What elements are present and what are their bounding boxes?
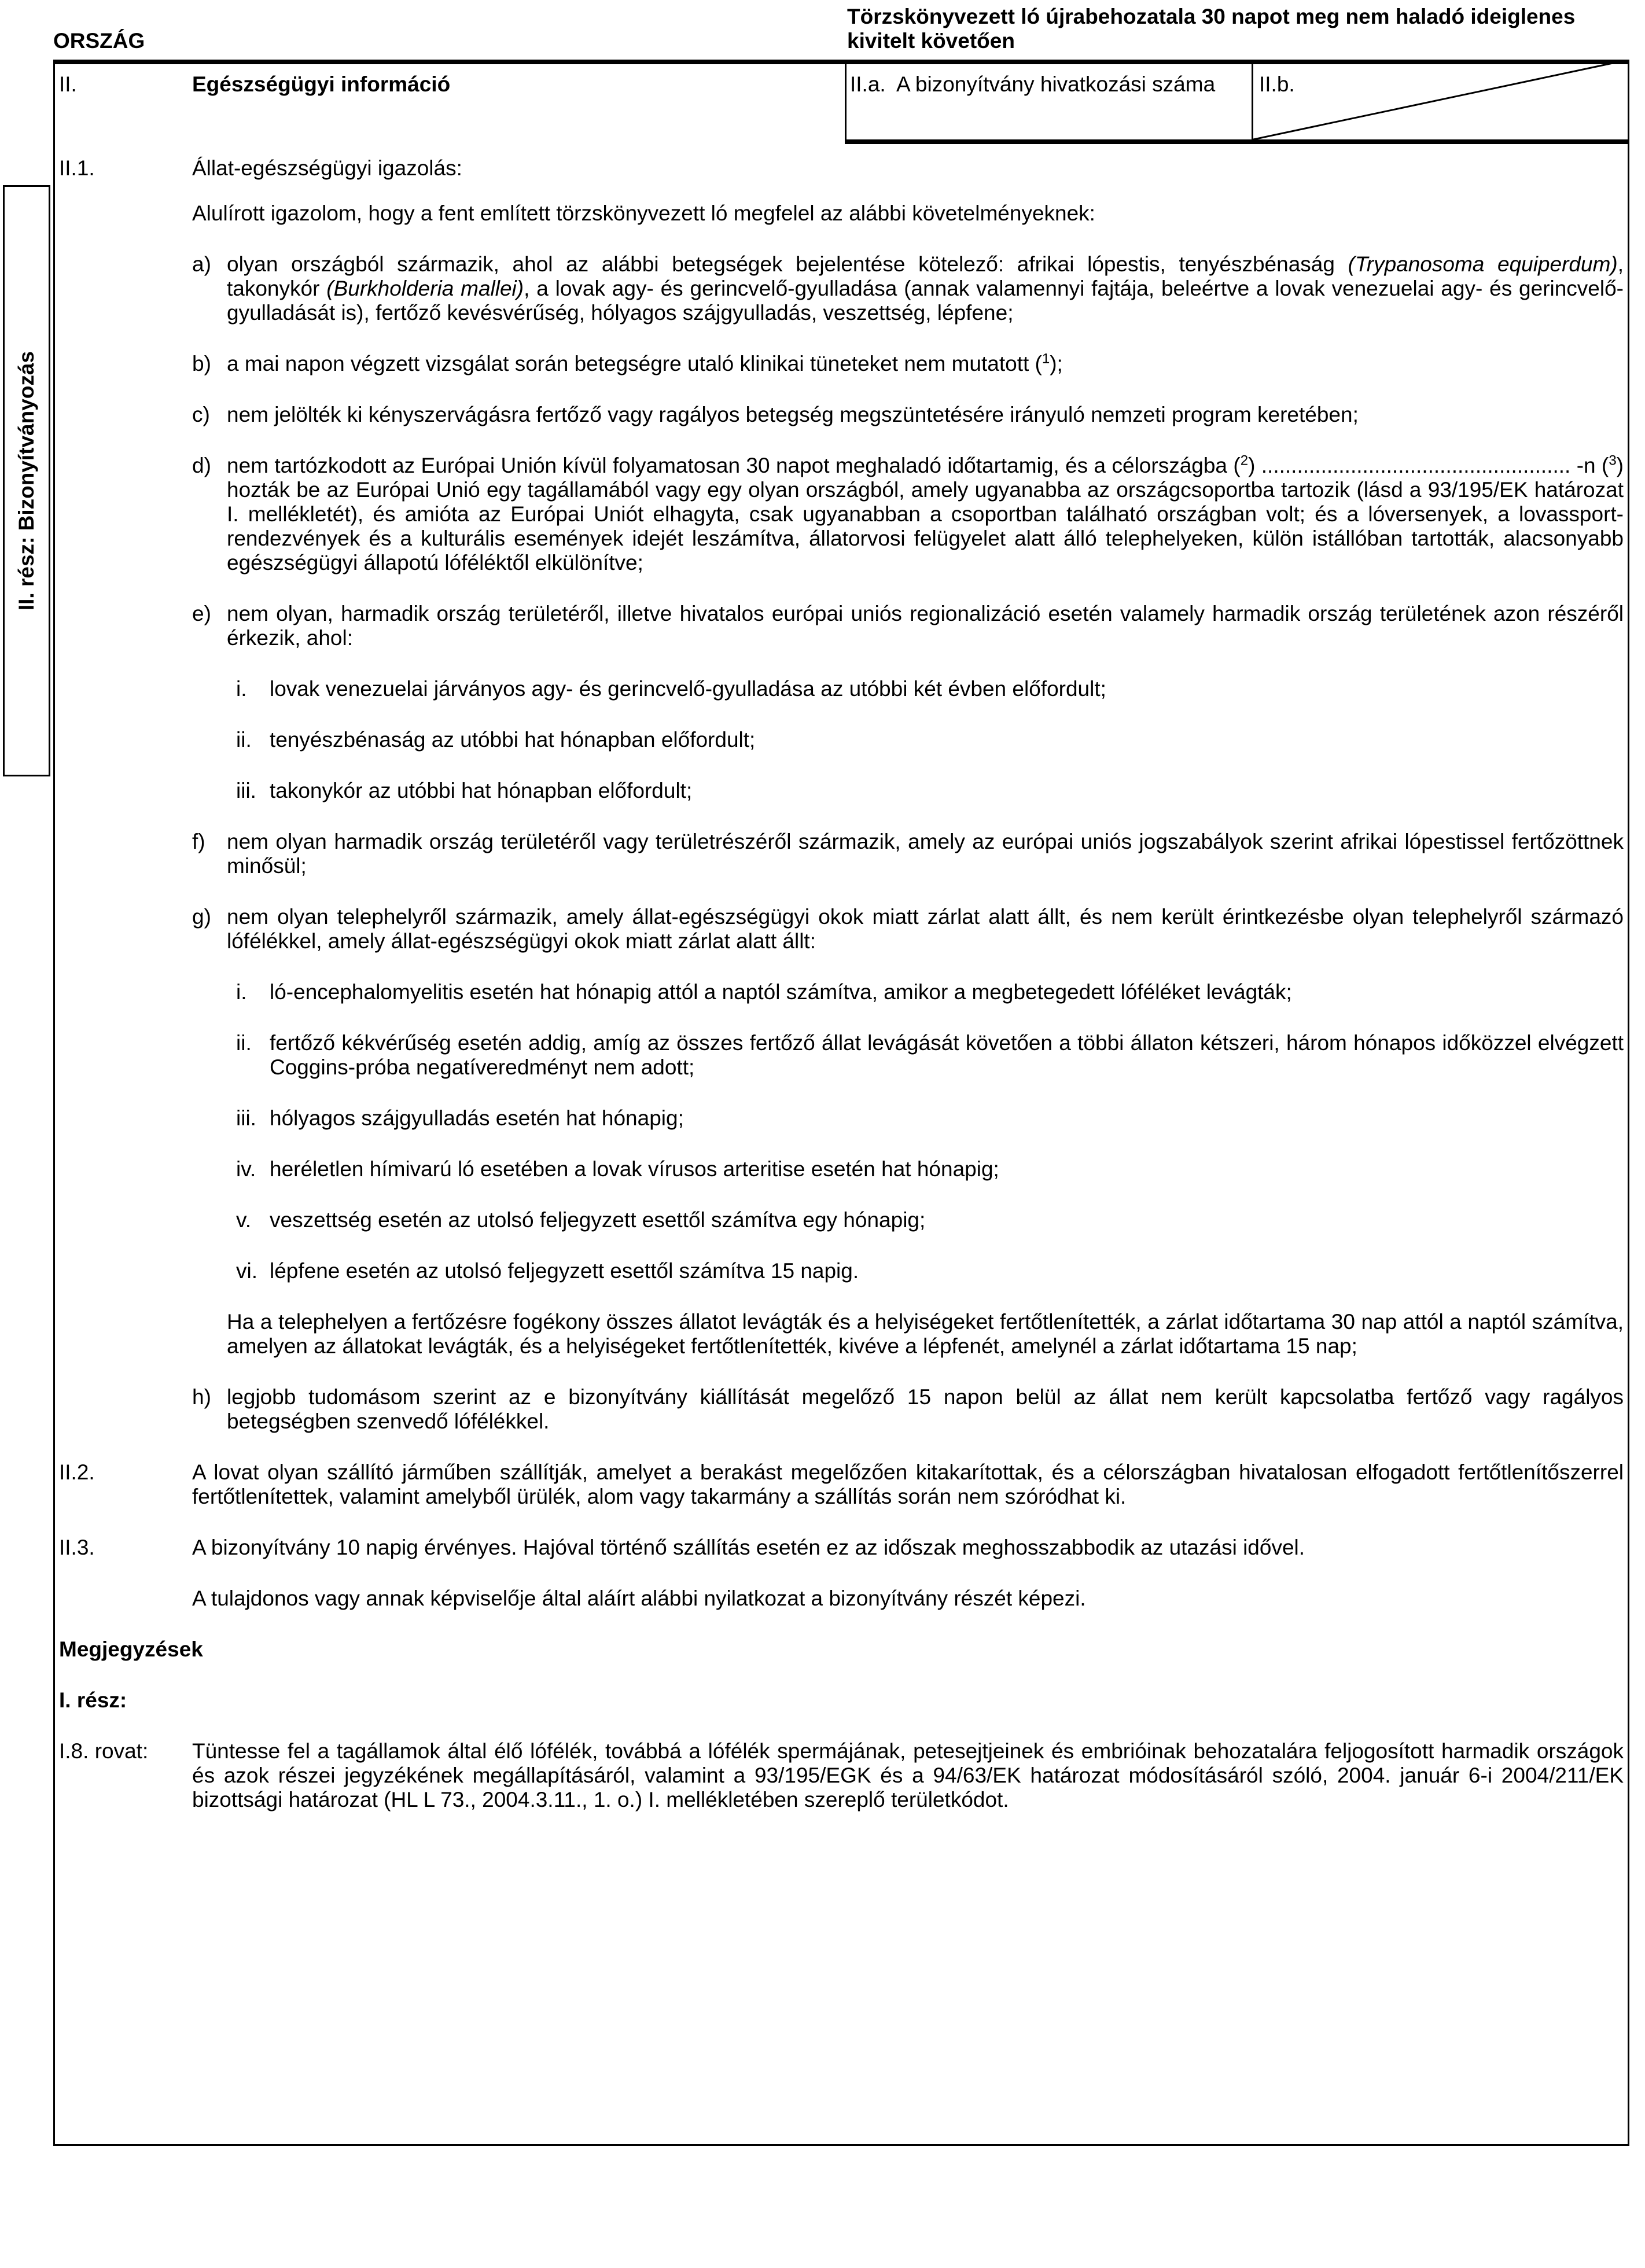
item-letter: b): [192, 352, 211, 375]
sub-item: [236, 1208, 1624, 1232]
item-text: nem olyan harmadik ország területéről vagy területrészéről származik, amely az európai uniós jogszabályok szerint afrikai lópestissel fertőzöttnek minősül;: [227, 830, 1624, 878]
part-sidebar: [3, 185, 50, 776]
item-letter: c): [192, 403, 210, 426]
item-c: [192, 403, 1624, 427]
i8-label: I.8. rovat:: [59, 1739, 149, 1763]
item-text: nem olyan telephelyről származik, amely állat-egészségügyi okok miatt zárlat alatt állt, és nem került érintkezésbe olyan telephelyről származó lófélékkel, amely állat-egészségügyi okok miatt zárlat alatt állt:: [227, 905, 1624, 953]
sub-item: [236, 728, 1624, 752]
text: ) .................................................... -n (: [1248, 454, 1609, 477]
sub-text: lépfene esetén az utolsó feljegyzett esettől számítva 15 napig.: [270, 1259, 859, 1283]
item-letter: f): [192, 830, 205, 853]
cell-b-number: II.b.: [1259, 72, 1295, 96]
sub-number: iii.: [236, 779, 256, 802]
section-number: II.: [59, 72, 77, 96]
sub-item: [236, 779, 1624, 803]
ii3-text: A bizonyítvány 10 napig érvényes. Hajóval történő szállítás esetén ez az időszak meghosszabbodik az utazási idővel.: [192, 1536, 1305, 1559]
sub-number: iii.: [236, 1106, 256, 1130]
content: [59, 156, 1627, 1839]
italic-text: (Burkholderia mallei): [326, 277, 524, 300]
text: , a lovak agy- és gerincvelő-gyulladása (annak valamennyi fajtája, beleértve a lovak venezuelai agy- és gerincvelő-gyulladását is), fertőző kevésvérűség, hólyagos szájgyulladás, veszettség, lépfene;: [227, 277, 1624, 325]
ii3-declaration-note: A tulajdonos vagy annak képviselője által aláírt alábbi nyilatkozat a bizonyítvány részét képezi.: [192, 1586, 1086, 1610]
item-letter: g): [192, 905, 211, 929]
item-g-note: Ha a telephelyen a fertőzésre fogékony összes állatot levágták és a helyiségeket fertőtlenítették, a zárlat időtartama 30 nap attól a naptól számítva, amelyen az állatokat levágták, és a helyiségeket fertőtlenítették, kivéve a lépfenét, amelynél a zárlat időtartama 15 nap;: [227, 1310, 1624, 1358]
text: );: [1050, 352, 1063, 375]
ii1-number: II.1.: [59, 156, 95, 180]
sub-number: ii.: [236, 1031, 252, 1055]
ii3-number: II.3.: [59, 1536, 95, 1559]
country-label: ORSZÁG: [53, 29, 145, 53]
item-b: [192, 352, 1624, 376]
cell-a-label: A bizonyítvány hivatkozási száma: [896, 72, 1216, 96]
sub-text: tenyészbénaság az utóbbi hat hónapban előfordult;: [270, 728, 756, 752]
item-a: [192, 252, 1624, 325]
ii1-title: Állat-egészségügyi igazolás:: [192, 156, 462, 180]
sidebar-label: II. rész: Bizonyítványozás: [14, 351, 38, 611]
sub-text: veszettség esetén az utolsó feljegyzett esettől számítva egy hónapig;: [270, 1208, 926, 1232]
footnote-ref: 1: [1042, 351, 1050, 367]
text: a mai napon végzett vizsgálat során betegségre utaló klinikai tüneteket nem mutatott (: [227, 352, 1042, 375]
ii3: [59, 1536, 1624, 1560]
sub-number: i.: [236, 677, 247, 701]
sub-text: ló-encephalomyelitis esetén hat hónapig attól a naptól számítva, amikor a megbetegedett lóféléket levágták;: [270, 980, 1292, 1004]
footnote-ref: 2: [1240, 452, 1249, 469]
sub-text: heréletlen hímivarú ló esetében a lovak vírusos arteritise esetén hat hónapig;: [270, 1157, 999, 1181]
document-title: Törzskönyvezett ló újrabehozatala 30 napot meg nem haladó ideiglenes kivitelt követően: [847, 5, 1576, 53]
certificate-reference-cell: [845, 60, 1253, 144]
i8-text: Tüntesse fel a tagállamok által élő lófélék, továbbá a lófélék spermájának, petesejtjeinek és embrióinak behozatalára feljogosított harmadik országok és azok részei jegyzékének megállapításáról, valamint a 93/195/EGK és a 94/63/EK határozat módosításáról szóló, 2004. január 6-i 2004/211/EK bizottsági határozat (HL L 73., 2004.3.11., 1. o.) I. mellékletében szereplő területkódot.: [192, 1739, 1624, 1812]
sub-item: [236, 1106, 1624, 1131]
sub-text: takonykór az utóbbi hat hónapban előfordult;: [270, 779, 693, 802]
section-title: Egészségügyi információ: [192, 72, 451, 96]
cell-a-number: II.a.: [850, 72, 886, 96]
item-text: legjobb tudomásom szerint az e bizonyítvány kiállítását megelőző 15 napon belül az állat nem került kapcsolatba fertőző vagy ragályos betegségben szenvedő lófélékkel.: [227, 1385, 1624, 1433]
item-g: [192, 905, 1624, 953]
item-letter: e): [192, 602, 211, 625]
italic-text: (Trypanosoma equiperdum): [1348, 252, 1618, 276]
item-d: [192, 454, 1624, 575]
sub-text: fertőző kékvérűség esetén addig, amíg az összes fertőző állat levágását követően a többi állaton kétszeri, három hónapos időközzel elvégzett Coggins-próba negatíveredményt nem adott;: [270, 1031, 1624, 1079]
item-e: [192, 602, 1624, 650]
sub-item: [236, 1259, 1624, 1283]
item-text: nem jelölték ki kényszervágásra fertőző vagy ragályos betegség megszüntetésére irányuló nemzeti program keretében;: [227, 403, 1359, 426]
item-h: [192, 1385, 1624, 1434]
ii2: [59, 1460, 1624, 1509]
item-letter: a): [192, 252, 211, 276]
text: olyan országból származik, ahol az alábbi betegségek bejelentése kötelező: afrikai lópestis, tenyészbénaság: [227, 252, 1348, 276]
footnote-ref: 3: [1609, 452, 1617, 469]
sub-number: ii.: [236, 728, 252, 752]
sub-number: i.: [236, 980, 247, 1004]
ii1-intro: Alulírott igazolom, hogy a fent említett törzskönyvezett ló megfelel az alábbi követelményeknek:: [192, 201, 1095, 225]
text: ) hozták be az Európai Unió egy tagállamából vagy egy olyan országból, amely ugyanabba az országcsoportba tartozik (lásd a 93/195/EK határozat I. mellékletét), és amióta az Európai Uniót elhagyta, csak ugyanabban a csoportban található országban volt; és a lóversenyek, a lovassport-rendezvények és a kulturális események idejét leszámítva, állatorvosi felügyelet alatt álló telephelyeken, külön istállóban tartották, alacsonyabb egészségügyi állapotú lóféléktől elkülönítve;: [227, 454, 1624, 575]
sub-item: [236, 1031, 1624, 1080]
sub-item: [236, 1157, 1624, 1181]
notes-part: I. rész:: [59, 1688, 127, 1712]
sub-item: [236, 980, 1624, 1004]
sub-text: lovak venezuelai járványos agy- és gerincvelő-gyulladása az utóbbi két évben előfordult;: [270, 677, 1106, 701]
item-letter: h): [192, 1385, 211, 1409]
item-f: [192, 830, 1624, 878]
sub-number: v.: [236, 1208, 252, 1232]
sub-number: iv.: [236, 1157, 256, 1181]
ii2-number: II.2.: [59, 1460, 95, 1484]
item-text: nem olyan, harmadik ország területéről, illetve hivatalos európai uniós regionalizáció esetén valamely harmadik ország területének azon részéről érkezik, ahol:: [227, 602, 1624, 650]
sub-text: hólyagos szájgyulladás esetén hat hónapig;: [270, 1106, 684, 1130]
item-letter: d): [192, 454, 211, 477]
cell-b: [1253, 60, 1629, 144]
sub-number: vi.: [236, 1259, 257, 1283]
diagonal-strike-icon: [1253, 60, 1629, 139]
notes-title: Megjegyzések: [59, 1637, 203, 1661]
ii2-text: A lovat olyan szállító járműben szállítják, amelyet a berakást megelőzően kitakarítottak, és a célországban hivatalosan elfogadott fertőtlenítőszerrel fertőtlenítettek, valamint amelyből ürülék, alom vagy takarmány a szállítás során nem szóródhat ki.: [192, 1460, 1624, 1508]
text: nem tartózkodott az Európai Unión kívül folyamatosan 30 napot meghaladó időtartamig, és a célországba (: [227, 454, 1241, 477]
sub-item: [236, 677, 1624, 701]
text: , takonykór: [227, 252, 1624, 300]
